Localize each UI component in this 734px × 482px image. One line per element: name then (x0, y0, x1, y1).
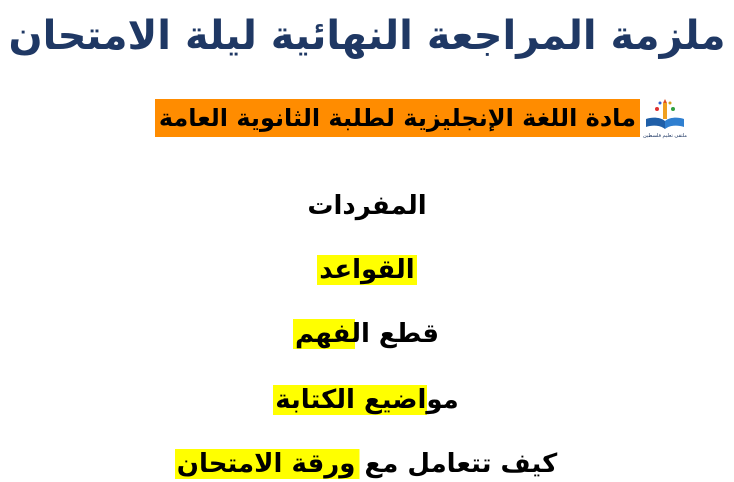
list-item (0, 446, 734, 482)
item-vocabulary: المفردات (307, 191, 427, 221)
subtitle: مادة اللغة الإنجليزية لطلبة الثانوية العامة (155, 99, 640, 137)
list-item (0, 382, 734, 418)
document-title: ملزمة المراجعة النهائية ليلة الامتحان (8, 13, 726, 59)
item-comprehension: قطع الفهم (294, 319, 440, 349)
list-item (0, 188, 734, 224)
item-exam-tips: كيف تتعامل مع ورقة الامتحان (176, 449, 558, 479)
list-item (0, 316, 734, 352)
item-grammar: القواعد (319, 255, 415, 285)
list-item (0, 252, 734, 288)
item-writing-topics: مواضيع الكتابة (275, 385, 459, 415)
subtitle-row (96, 97, 696, 139)
book-logo-icon (640, 97, 690, 139)
logo-caption: ملتقى تعليم فلسطين (643, 133, 687, 139)
